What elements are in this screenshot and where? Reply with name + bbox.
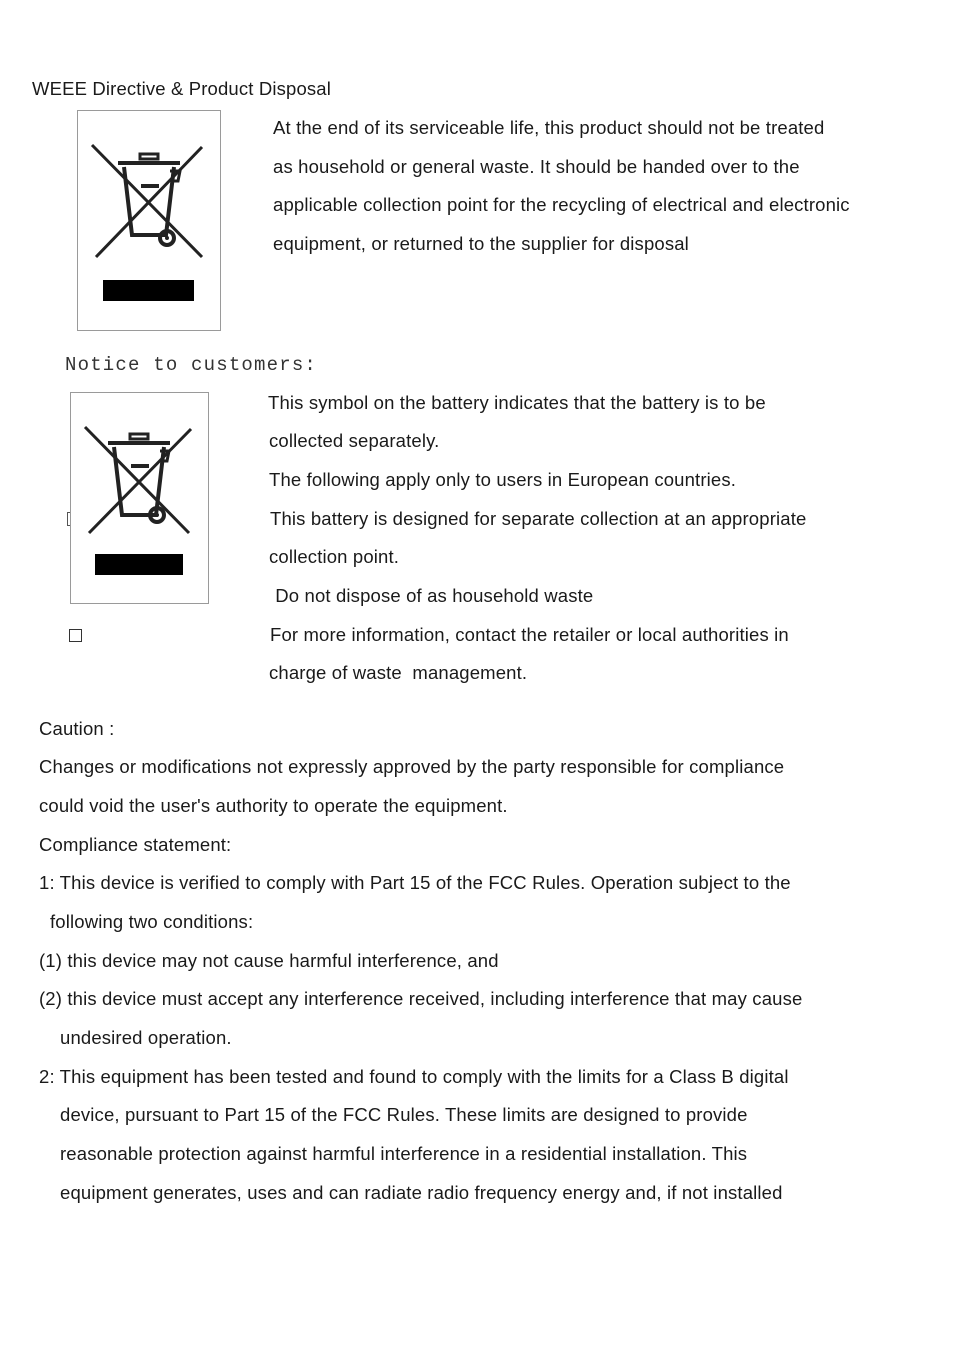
- notice-text-line: Do not dispose of as household waste: [270, 585, 594, 606]
- checkbox-icon[interactable]: [69, 629, 82, 642]
- compliance-text-line: following two conditions:: [50, 911, 254, 932]
- weee-text-line: At the end of its serviceable life, this product should not be treated: [273, 117, 825, 138]
- notice-text-line: collection point.: [269, 546, 400, 567]
- compliance-text-line: (2) this device must accept any interference received, including interference that may cause: [39, 988, 803, 1009]
- crossed-out-wheelie-bin-icon: [71, 393, 208, 603]
- notice-text-line: This battery is designed for separate collection at an appropriate: [270, 508, 807, 529]
- compliance-text-line: 1: This device is verified to comply with Part 15 of the FCC Rules. Operation subject to the: [39, 872, 791, 893]
- compliance-text-line: 2: This equipment has been tested and found to comply with the limits for a Class B digital: [39, 1066, 789, 1087]
- notice-text-line: charge of waste management.: [269, 662, 528, 683]
- weee-text-line: applicable collection point for the recycling of electrical and electronic: [273, 194, 850, 215]
- weee-text-line: as household or general waste. It should be handed over to the: [273, 156, 800, 177]
- compliance-heading: Compliance statement:: [39, 834, 232, 855]
- notice-text-line: This symbol on the battery indicates that the battery is to be: [268, 392, 766, 413]
- compliance-text-line: reasonable protection against harmful interference in a residential installation. This: [60, 1143, 748, 1164]
- weee-symbol: [77, 110, 221, 331]
- weee-text-line: equipment, or returned to the supplier for disposal: [273, 233, 689, 254]
- notice-text-line: collected separately.: [269, 430, 440, 451]
- weee-heading: WEEE Directive & Product Disposal: [32, 78, 331, 99]
- battery-symbol: [70, 392, 209, 604]
- compliance-text-line: device, pursuant to Part 15 of the FCC Rules. These limits are designed to provide: [60, 1104, 748, 1125]
- notice-text-line: The following apply only to users in European countries.: [269, 469, 737, 490]
- crossed-out-wheelie-bin-icon: [78, 111, 220, 330]
- notice-heading: Notice to customers:: [65, 354, 318, 376]
- caution-text-line: could void the user's authority to operate the equipment.: [39, 795, 508, 816]
- compliance-text-line: (1) this device may not cause harmful interference, and: [39, 950, 499, 971]
- caution-text-line: Changes or modifications not expressly approved by the party responsible for compliance: [39, 756, 785, 777]
- compliance-text-line: undesired operation.: [60, 1027, 232, 1048]
- notice-text-line: For more information, contact the retailer or local authorities in: [270, 624, 789, 645]
- compliance-text-line: equipment generates, uses and can radiate radio frequency energy and, if not installed: [60, 1182, 783, 1203]
- caution-heading: Caution :: [39, 718, 115, 739]
